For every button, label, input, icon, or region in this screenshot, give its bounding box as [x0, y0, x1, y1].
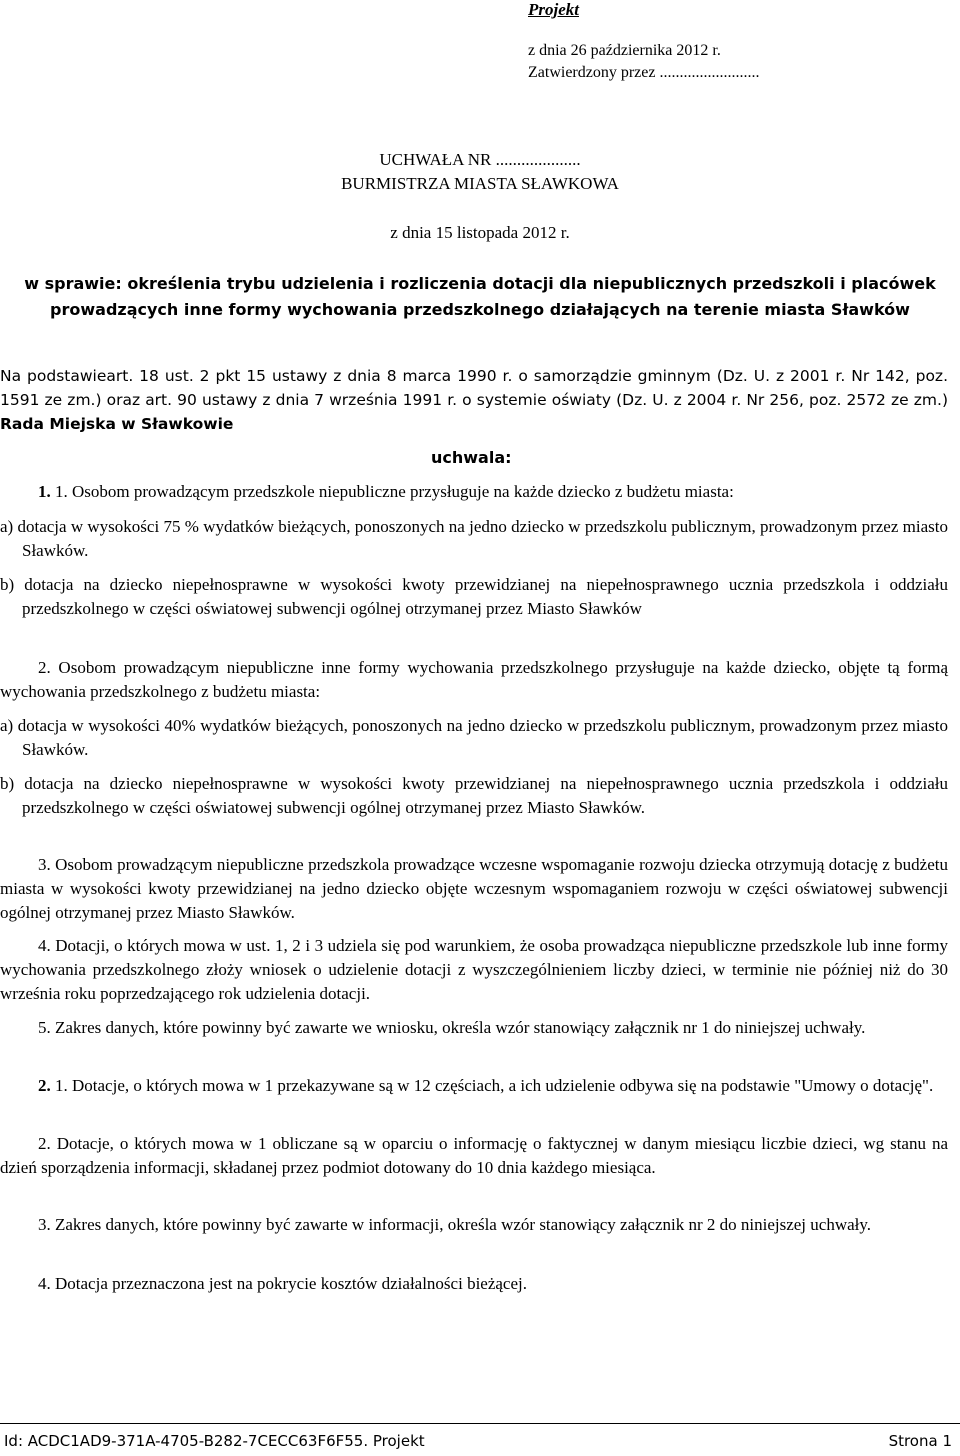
issuer: BURMISTRZA MIASTA SŁAWKOWA: [341, 174, 619, 193]
subject-line-1: w sprawie: określenia trybu udzielenia i rozliczenia dotacji dla niepublicznych przedszkoli i placówek: [24, 274, 936, 293]
paragraph-2-number: 2.: [38, 1076, 51, 1095]
p2-point-a: a) dotacja w wysokości 40% wydatków bieżących, ponoszonych na jedno dziecko w przedszkolu publicznym, prowadzonym przez miasto Sławków.: [0, 716, 948, 759]
paragraph-1-intro: [0, 480, 948, 504]
council-name: Rada Miejska w Sławkowie: [0, 415, 234, 433]
paragraph-2-p1: [0, 1074, 948, 1098]
footer-divider: [0, 1423, 960, 1424]
par2-p1-text: 1. Dotacje, o których mowa w 1 przekazywane są w 12 częściach, a ich udzielenie odbywa się na podstawie "Umowy o dotację".: [55, 1076, 934, 1095]
p3: 3. Osobom prowadzącym niepubliczne przedszkola prowadzące wczesne wspomaganie rozwoju dziecka otrzymują dotację z budżetu miasta w wysokości kwoty przewidzianej na jedno dziecko objęte wczesnym wspomaganiem rozwoju w części oświatowej subwencji ogólnej otrzymanej przez Miasto Sławków.: [0, 855, 948, 922]
draft-label: Projekt: [528, 0, 579, 19]
resolution-date: z dnia 15 listopada 2012 r.: [390, 223, 570, 242]
par2-p3: 3. Zakres danych, które powinny być zawarte w informacji, określa wzór stanowiący załącznik nr 2 do niniejszej uchwały.: [38, 1215, 872, 1234]
p1-number: 1.: [55, 482, 68, 501]
p4: 4. Dotacji, o których mowa w ust. 1, 2 i 3 udziela się pod warunkiem, że osoba prowadząca niepubliczne przedszkole lub inne formy wychowania przedszkolnego złoży wniosek o udzielenie dotacji z wyszczególnieniem liczby dzieci, w terminie nie później niż do 30 września roku poprzedzającego rok udzielenia dotacji.: [0, 936, 948, 1003]
resolution-number: UCHWAŁA NR ....................: [379, 150, 581, 169]
legal-basis: [0, 364, 948, 436]
footer-id: Id: ACDC1AD9-371A-4705-B282-7CECC63F6F55. Projekt: [4, 1432, 425, 1450]
p5: 5. Zakres danych, które powinny być zawarte we wniosku, określa wzór stanowiący załącznik nr 1 do niniejszej uchwały.: [38, 1018, 866, 1037]
footer-page-number: Strona 1: [888, 1432, 952, 1450]
draft-date: z dnia 26 października 2012 r.: [528, 42, 721, 59]
p2-point-b: b) dotacja na dziecko niepełnosprawne w wysokości kwoty przewidzianej na niepełnosprawnego ucznia przedszkola i oddziału przedszkolnego w części oświatowej subwencji ogólnej otrzymanej przez Miasto Sławków.: [0, 774, 948, 817]
legal-basis-text: Na podstawieart. 18 ust. 2 pkt 15 ustawy z dnia 8 marca 1990 r. o samorządzie gminnym (Dz. U. z 2001 r. Nr 142, poz. 1591 ze zm.) oraz art. 90 ustawy z dnia 7 września 1991 r. o systemie oświaty (Dz. U. z 2004 r. Nr 256, poz. 2572 ze zm.): [0, 367, 948, 409]
p2: 2. Osobom prowadzącym niepubliczne inne formy wychowania przedszkolnego przysługuje na każde dziecko, objęte tą formą wychowania przedszkolnego z budżetu miasta:: [0, 658, 948, 701]
paragraph-1-number: 1.: [38, 482, 51, 501]
p1-text: Osobom prowadzącym przedszkole niepubliczne przysługuje na każde dziecko z budżetu miasta:: [72, 482, 734, 501]
resolves-label: uchwala:: [431, 448, 512, 467]
subject-line-2: prowadzących inne formy wychowania przedszkolnego działających na terenie miasta Sławków: [50, 300, 910, 319]
p1-point-b: b) dotacja na dziecko niepełnosprawne w wysokości kwoty przewidzianej na niepełnosprawnego ucznia przedszkola i oddziału przedszkolnego w części oświatowej subwencji ogólnej otrzymanej przez Miasto Sławków: [0, 575, 948, 618]
par2-p4: 4. Dotacja przeznaczona jest na pokrycie kosztów działalności bieżącej.: [38, 1274, 527, 1293]
p1-point-a: a) dotacja w wysokości 75 % wydatków bieżących, ponoszonych na jedno dziecko w przedszkolu publicznym, prowadzonym przez miasto Sławków.: [0, 517, 948, 560]
par2-p2: 2. Dotacje, o których mowa w 1 obliczane są w oparciu o informację o faktycznej w danym miesiącu liczbie dzieci, wg stanu na dzień sporządzenia informacji, składanej przez podmiot dotowany do 10 dnia każdego miesiąca.: [0, 1134, 948, 1177]
approved-by: Zatwierdzony przez .........................: [528, 64, 760, 81]
